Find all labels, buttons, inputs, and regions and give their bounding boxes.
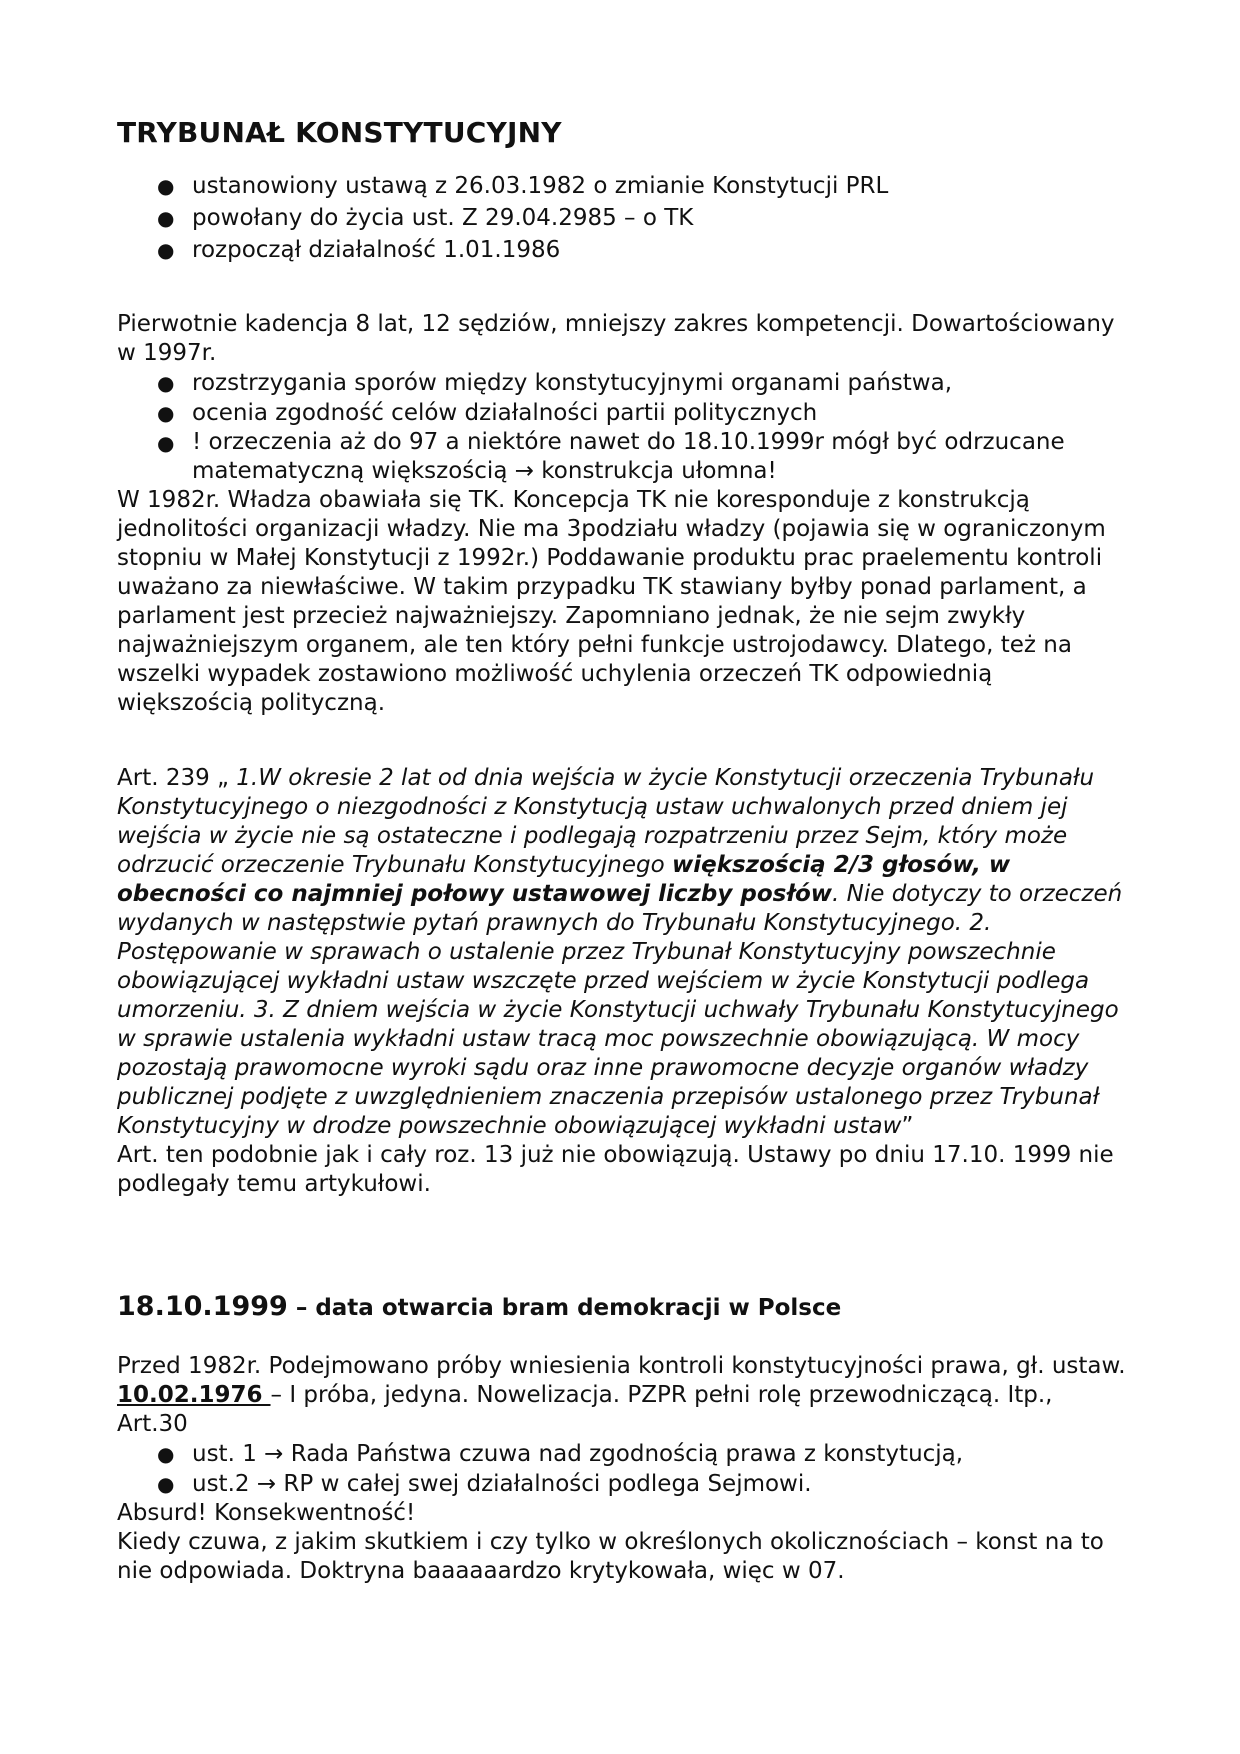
paragraph: 10.02.1976 – I próba, jedyna. Nowelizacja. PZPR pełni rolę przewodniczącą. Itp., Art.30 bbox=[117, 1382, 1053, 1437]
list-item: ● ocenia zgodność celów działalności partii politycznych bbox=[157, 400, 818, 426]
bullet-icon: ● bbox=[157, 401, 175, 425]
list-item: ● powołany do życia ust. Z 29.04.2985 – o TK bbox=[117, 202, 1127, 234]
competence-bullet-list bbox=[117, 368, 1127, 486]
paragraph: W 1982r. Władza obawiała się TK. Koncepcja TK nie koresponduje z konstrukcją jednolitości organizacji władzy. Nie ma 3podziału władzy (pojawia się w ograniczonym stopniu w Małej Konstytucji z 1992r.) Poddawanie produktu prac praelementu kontroli uważano za niewłaściwe. W takim przypadku TK stawiany byłby ponad parlament, a parlament jest przecież najważniejszy. Zapomniano jednak, że nie sejm zwykły najważniejszym organem, ale ten który pełni funkcje ustrojodawcy. Dlatego, też na wszelki wypadek zostawiono możliwość uchylenia orzeczeń TK odpowiednią większością polityczną. bbox=[117, 487, 1106, 716]
paragraph: Przed 1982r. Podejmowano próby wniesienia kontroli konstytucyjności prawa, gł. ustaw. bbox=[117, 1353, 1126, 1379]
list-item: ● ustanowiony ustawą z 26.03.1982 o zmianie Konstytucji PRL bbox=[117, 170, 1127, 202]
intro-bullet-list bbox=[117, 170, 1127, 266]
paragraph: Kiedy czuwa, z jakim skutkiem i czy tylko w określonych okolicznościach – konst na to nie odpowiada. Doktryna baaaaaardzo krytykowała, więc w 07. bbox=[117, 1529, 1104, 1584]
section-heading: 18.10.1999 – data otwarcia bram demokracji w Polsce bbox=[117, 1291, 842, 1322]
bullet-icon: ● bbox=[157, 238, 175, 262]
bullet-icon: ● bbox=[157, 1442, 175, 1466]
document-title: TRYBUNAŁ KONSTYTUCYJNY bbox=[117, 116, 562, 149]
bullet-icon: ● bbox=[157, 1472, 175, 1496]
list-item: ● ust. 1 → Rada Państwa czuwa nad zgodnością prawa z konstytucją, bbox=[157, 1441, 964, 1467]
paragraph: Absurd! Konsekwentność! bbox=[117, 1500, 416, 1526]
list-item: ● ! orzeczenia aż do 97 a niektóre nawet do 18.10.1999r mógł być odrzucane matematyczną większością → konstrukcja ułomna! bbox=[157, 429, 1065, 484]
list-item: ● rozstrzygania sporów między konstytucyjnymi organami państwa, bbox=[157, 370, 953, 396]
bullet-icon: ● bbox=[157, 371, 175, 395]
paragraph: Pierwotnie kadencja 8 lat, 12 sędziów, mniejszy zakres kompetencji. Dowartościowany w 1997r. bbox=[117, 311, 1115, 366]
article-239-quote: Art. 239 „ 1.W okresie 2 lat od dnia wejścia w życie Konstytucji orzeczenia Trybunału Konstytucyjnego o niezgodności z Konstytucją ustaw uchwalonych przed dniem jej wejścia w życie nie są ostateczne i podlegają rozpatrzeniu przez Sejm, który może odrzucić orzeczenie Trybunału Konstytucyjnego większością 2/3 głosów, w obecności co najmniej połowy ustawowej liczby posłów. Nie dotyczy to orzeczeń wydanych w następstwie pytań prawnych do Trybunału Konstytucyjnego. 2. Postępowanie w sprawach o ustalenie przez Trybunał Konstytucyjny powszechnie obowiązującej wykładni ustaw wszczęte przed wejściem w życie Konstytucji podlega umorzeniu. 3. Z dniem wejścia w życie Konstytucji uchwały Trybunału Konstytucyjnego w sprawie ustalenia wykładni ustaw tracą moc powszechnie obowiązującą. W mocy pozostają prawomocne wyroki sądu oraz inne prawomocne decyzje organów władzy publicznej podjęte z uwzględnieniem znaczenia przepisów ustalonego przez Trybunał Konstytucyjny w drodze powszechnie obowiązującej wykładni ustaw” bbox=[117, 765, 1123, 1139]
bullet-icon: ● bbox=[157, 431, 175, 455]
article-30-bullet-list bbox=[117, 1439, 1127, 1499]
intro-list-block bbox=[117, 170, 1127, 266]
history-block bbox=[117, 1352, 1127, 1586]
list-item: ● ust.2 → RP w całej swej działalności podlega Sejmowi. bbox=[157, 1471, 812, 1497]
bullet-icon: ● bbox=[157, 206, 175, 230]
list-item: ● rozpoczął działalność 1.01.1986 bbox=[117, 234, 1127, 266]
paragraph: Art. ten podobnie jak i cały roz. 13 już nie obowiązują. Ustawy po dniu 17.10. 1999 nie podlegały temu artykułowi. bbox=[117, 1142, 1114, 1197]
article-239-block bbox=[117, 764, 1127, 1199]
composition-block bbox=[117, 310, 1127, 718]
bullet-icon: ● bbox=[157, 174, 175, 198]
